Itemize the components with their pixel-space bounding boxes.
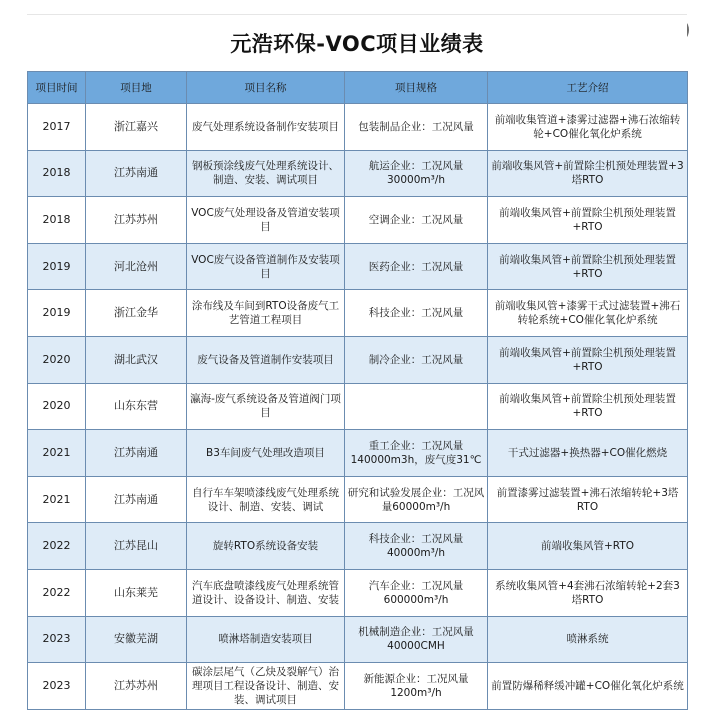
title-bar xyxy=(27,14,687,71)
cell-project-name: 碳涂层尾气（乙炔及裂解气）治理项目工程设备设计、制造、安装、调试项目 xyxy=(187,663,345,710)
page-title: 元浩环保-VOC项目业绩表 xyxy=(230,32,484,56)
table-row xyxy=(28,430,688,477)
cell-location: 山东东营 xyxy=(86,383,187,430)
cell-process: 干式过滤器+换热器+CO催化燃烧 xyxy=(488,430,688,477)
header-location: 项目地 xyxy=(86,72,187,104)
cell-location: 江苏南通 xyxy=(86,150,187,197)
cell-process: 前端收集管道+漆雾过滤器+沸石浓缩转轮+CO催化氧化炉系统 xyxy=(488,104,688,151)
cell-year: 2023 xyxy=(28,663,86,710)
cell-location: 安徽芜湖 xyxy=(86,616,187,663)
cell-process: 前端收集风管+前置除尘机预处理装置+RTO xyxy=(488,243,688,290)
table-row xyxy=(28,663,688,710)
cell-project-name: 自行车车架喷漆线废气处理系统设计、制造、安装、调试 xyxy=(187,476,345,523)
cell-location: 江苏昆山 xyxy=(86,523,187,570)
cell-spec: 制冷企业：工况风量 xyxy=(345,336,488,383)
cell-process: 喷淋系统 xyxy=(488,616,688,663)
table-row xyxy=(28,476,688,523)
cell-spec: 科技企业：工况风量 xyxy=(345,290,488,337)
cell-year: 2019 xyxy=(28,243,86,290)
cell-location: 浙江金华 xyxy=(86,290,187,337)
cell-process: 前置漆雾过滤装置+沸石浓缩转轮+3塔RTO xyxy=(488,476,688,523)
cell-spec: 医药企业：工况风量 xyxy=(345,243,488,290)
table-row xyxy=(28,104,688,151)
cell-year: 2020 xyxy=(28,336,86,383)
cell-location: 河北沧州 xyxy=(86,243,187,290)
cell-process: 系统收集风管+4套沸石浓缩转轮+2套3塔RTO xyxy=(488,569,688,616)
cell-project-name: VOC废气设备管道制作及安装项目 xyxy=(187,243,345,290)
performance-table xyxy=(27,71,688,710)
cell-year: 2018 xyxy=(28,150,86,197)
cell-spec: 航运企业：工况风量30000m³/h xyxy=(345,150,488,197)
header-process: 工艺介绍 xyxy=(488,72,688,104)
header-spec: 项目规格 xyxy=(345,72,488,104)
cell-spec: 机械制造企业：工况风量40000CMH xyxy=(345,616,488,663)
cell-year: 2022 xyxy=(28,523,86,570)
cell-project-name: 瀛海-废气系统设备及管道阀门项目 xyxy=(187,383,345,430)
cell-location: 江苏南通 xyxy=(86,476,187,523)
cell-project-name: 废气处理系统设备制作安装项目 xyxy=(187,104,345,151)
cell-project-name: 旋转RTO系统设备安装 xyxy=(187,523,345,570)
cell-spec: 重工企业：工况风量140000m3h，废气度31℃ xyxy=(345,430,488,477)
table-row xyxy=(28,383,688,430)
cell-process: 前置防爆稀释缓冲罐+CO催化氧化炉系统 xyxy=(488,663,688,710)
cell-project-name: 钢板预涂线废气处理系统设计、制造、安装、调试项目 xyxy=(187,150,345,197)
cell-year: 2021 xyxy=(28,476,86,523)
table-row xyxy=(28,569,688,616)
cell-year: 2023 xyxy=(28,616,86,663)
cell-spec: 科技企业：工况风量40000m³/h xyxy=(345,523,488,570)
cell-process: 前端收集风管+漆雾干式过滤装置+沸石转轮系统+CO催化氧化炉系统 xyxy=(488,290,688,337)
cell-process: 前端收集风管+前置除尘机预处理装置+RTO xyxy=(488,383,688,430)
performance-sheet xyxy=(27,14,687,710)
header-time: 项目时间 xyxy=(28,72,86,104)
table-row xyxy=(28,150,688,197)
cell-process: 前端收集风管+RTO xyxy=(488,523,688,570)
table-row xyxy=(28,523,688,570)
cell-project-name: B3车间废气处理改造项目 xyxy=(187,430,345,477)
cell-project-name: 涂布线及车间到RTO设备废气工艺管道工程项目 xyxy=(187,290,345,337)
cell-spec: 空调企业：工况风量 xyxy=(345,197,488,244)
cell-spec xyxy=(345,383,488,430)
table-header-row xyxy=(28,72,688,104)
cell-process: 前端收集风管+前置除尘机预处理装置+RTO xyxy=(488,197,688,244)
cell-location: 山东莱芜 xyxy=(86,569,187,616)
cell-spec: 汽车企业：工况风量600000m³/h xyxy=(345,569,488,616)
cell-project-name: 汽车底盘喷漆线废气处理系统管道设计、设备设计、制造、安装 xyxy=(187,569,345,616)
cell-project-name: 喷淋塔制造安装项目 xyxy=(187,616,345,663)
table-row xyxy=(28,197,688,244)
cell-year: 2022 xyxy=(28,569,86,616)
cell-project-name: 废气设备及管道制作安装项目 xyxy=(187,336,345,383)
table-row xyxy=(28,290,688,337)
cell-process: 前端收集风管+前置除尘机预处理装置+3塔RTO xyxy=(488,150,688,197)
cell-year: 2017 xyxy=(28,104,86,151)
cell-process: 前端收集风管+前置除尘机预处理装置+RTO xyxy=(488,336,688,383)
cell-location: 江苏苏州 xyxy=(86,197,187,244)
cell-spec: 包装制品企业：工况风量 xyxy=(345,104,488,151)
cell-location: 湖北武汉 xyxy=(86,336,187,383)
cell-year: 2021 xyxy=(28,430,86,477)
cell-location: 江苏南通 xyxy=(86,430,187,477)
table-row xyxy=(28,243,688,290)
cell-spec: 研究和试验发展企业：工况风量60000m³/h xyxy=(345,476,488,523)
cell-year: 2020 xyxy=(28,383,86,430)
cell-project-name: VOC废气处理设备及管道安装项目 xyxy=(187,197,345,244)
cell-location: 浙江嘉兴 xyxy=(86,104,187,151)
cell-spec: 新能源企业：工况风量1200m³/h xyxy=(345,663,488,710)
cell-location: 江苏苏州 xyxy=(86,663,187,710)
cell-year: 2019 xyxy=(28,290,86,337)
table-row xyxy=(28,336,688,383)
cell-year: 2018 xyxy=(28,197,86,244)
table-row xyxy=(28,616,688,663)
header-project-name: 项目名称 xyxy=(187,72,345,104)
